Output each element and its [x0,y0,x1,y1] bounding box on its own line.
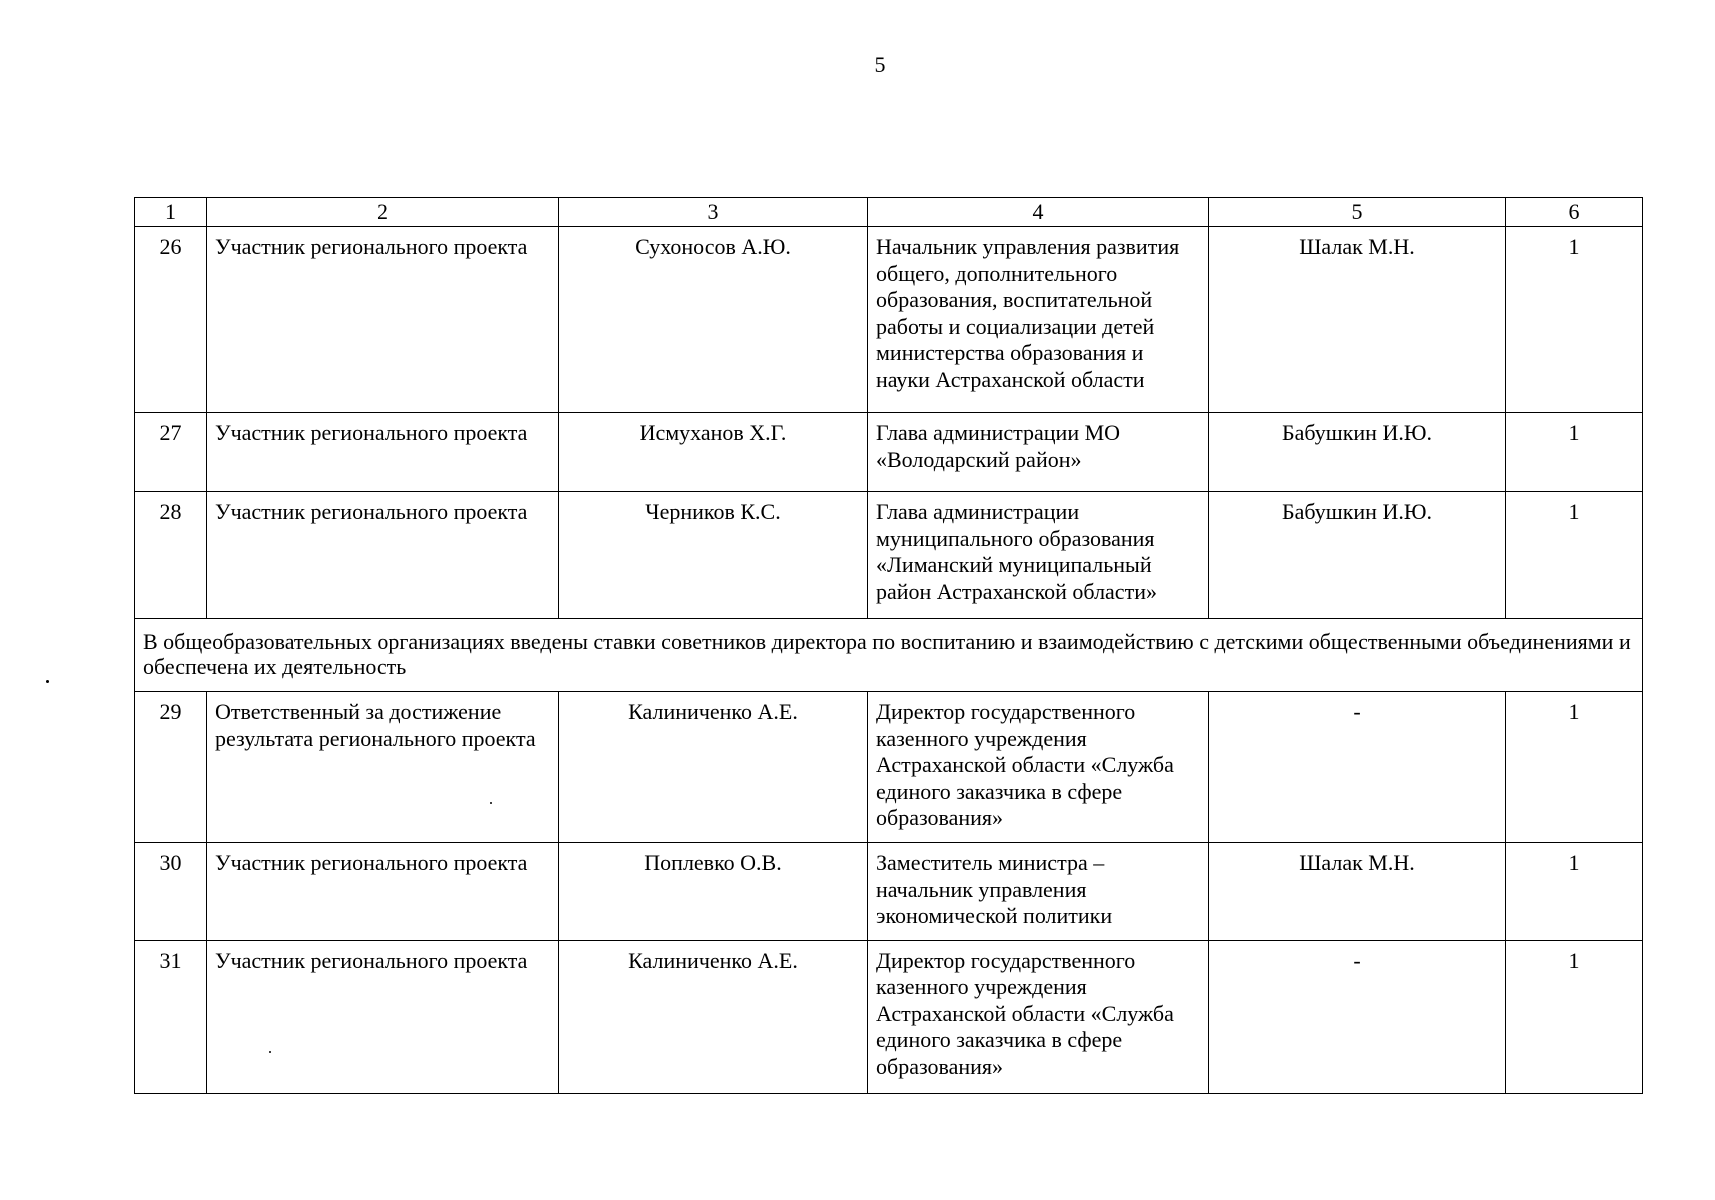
row-number: 29 [135,692,207,843]
supervisor-name: Бабушкин И.Ю. [1209,492,1506,619]
supervisor-name: Шалак М.Н. [1209,843,1506,941]
section-heading: В общеобразовательных организациях введены ставки советников директора по воспитанию и взаимодействию с детскими общественными объединениями и обеспечена их деятельность [135,619,1643,692]
workload-share: 1 [1506,492,1643,619]
project-role: Участник регионального проекта [207,227,559,413]
scan-speck [269,1051,271,1053]
person-position: Заместитель министра – начальник управления экономической политики [868,843,1209,941]
row-number: 31 [135,940,207,1093]
column-number-5: 5 [1209,198,1506,227]
workload-share: 1 [1506,413,1643,492]
person-name: Черников К.С. [559,492,868,619]
workload-share: 1 [1506,227,1643,413]
supervisor-name: Шалак М.Н. [1209,227,1506,413]
person-name: Сухоносов А.Ю. [559,227,868,413]
person-position: Директор государственного казенного учреждения Астраханской области «Служба единого заказчика в сфере образования» [868,940,1209,1093]
column-number-1: 1 [135,198,207,227]
column-number-4: 4 [868,198,1209,227]
project-role: Участник регионального проекта [207,413,559,492]
participants-table [134,197,1643,1094]
project-role: Ответственный за достижение результата регионального проекта [207,692,559,843]
row-number: 26 [135,227,207,413]
participants-table-wrapper [134,197,1642,1094]
scan-speck [490,802,492,804]
person-name: Поплевко О.В. [559,843,868,941]
table-row-31 [135,940,1643,1093]
row-number: 27 [135,413,207,492]
project-role: Участник регионального проекта [207,492,559,619]
column-number-row [135,198,1643,227]
person-name: Калиниченко А.Е. [559,692,868,843]
person-position: Глава администрации муниципального образования «Лиманский муниципальный район Астраханской области» [868,492,1209,619]
row-number: 30 [135,843,207,941]
scan-speck [46,680,49,683]
supervisor-name: Бабушкин И.Ю. [1209,413,1506,492]
person-position: Глава администрации МО «Володарский район» [868,413,1209,492]
table-row-27 [135,413,1643,492]
person-position: Начальник управления развития общего, дополнительного образования, воспитательной работы и социализации детей министерства образования и науки Астраханской области [868,227,1209,413]
workload-share: 1 [1506,692,1643,843]
table-row-29 [135,692,1643,843]
project-role: Участник регионального проекта [207,940,559,1093]
person-name: Исмуханов Х.Г. [559,413,868,492]
column-number-2: 2 [207,198,559,227]
column-number-6: 6 [1506,198,1643,227]
workload-share: 1 [1506,843,1643,941]
project-role: Участник регионального проекта [207,843,559,941]
page-number: 5 [874,52,886,77]
section-heading-row [135,619,1643,692]
table-row-26 [135,227,1643,413]
supervisor-name: - [1209,692,1506,843]
supervisor-name: - [1209,940,1506,1093]
column-number-3: 3 [559,198,868,227]
row-number: 28 [135,492,207,619]
person-name: Калиниченко А.Е. [559,940,868,1093]
table-row-28 [135,492,1643,619]
workload-share: 1 [1506,940,1643,1093]
person-position: Директор государственного казенного учреждения Астраханской области «Служба единого заказчика в сфере образования» [868,692,1209,843]
table-row-30 [135,843,1643,941]
